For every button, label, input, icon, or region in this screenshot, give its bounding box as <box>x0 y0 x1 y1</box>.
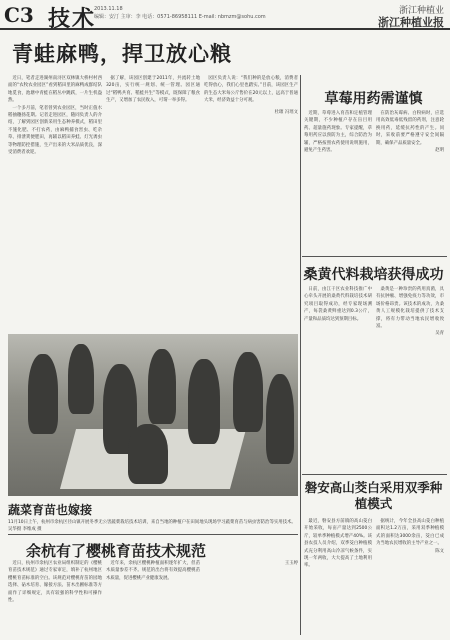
box3-paragraph-2: 据统计，今年全县高山茭白种植面积达1.2万亩，采用双季种植模式的面积达3000余亩，茭白已成为当地农民增收的主导产业之一。 <box>376 519 444 547</box>
box2-byline: 吴青 <box>435 331 444 337</box>
box2-paragraph-2: 桑黄是一种珍贵的药用真菌，具有抗肿瘤、增强免疫力等功效，市场价格昂贵。该技术的成功，为桑黄人工规模化栽培提供了技术支撑，将有力带动当地农民增收致富。 <box>376 287 444 330</box>
article2-col2 <box>106 560 200 638</box>
box2-title: 桑黄代料栽培获得成功 <box>303 267 444 283</box>
box3-col2 <box>376 518 444 636</box>
box1-paragraph-2: 在防治灰霉病、白粉病时，应选用高效低毒低残留的药剂，注意轮换用药，延缓抗药性的产生。同时，采收前要严格遵守安全间隔期，确保产品质量安全。 <box>376 111 444 146</box>
main-paragraph-1: 近日，笔者走进湖州南浔区双林镇大桥村村西面的“农牧农业园区”看到稻田里的麻鸭成群结队地觅食，池塘中青蛙在稻丛中跳跃，一片生机盎然。 <box>8 76 102 104</box>
article2-byline: 王玉婷 <box>284 561 298 566</box>
main-article-col2 <box>106 75 200 330</box>
photo-caption: 11月10日上午，杭州市余杭区径山镇开展冬季无公害蔬菜栽培技术培训，来自当地的种植户在田间地头现场学习蔬菜育苗与病虫害防治等实用技术。 吴华摄 李维成 摄 <box>8 520 296 532</box>
main-article-col3 <box>204 75 298 330</box>
box2-col1 <box>304 286 372 466</box>
box1-paragraph-1: 近期，草莓进入育苗和定植管理关键期，不少种植户存在盲目用药、超量施药现象。专家提醒，草莓用药应以预防为主，综合防治为辅，严格按照农药使用说明施用，避免产生药害。 <box>304 111 372 154</box>
main-byline: 杜璀 冯瑶文 <box>274 109 298 115</box>
main-headline: 青蛙麻鸭，捍卫放心粮 <box>12 42 232 66</box>
box3-col1 <box>304 518 372 636</box>
editor-contact: 编辑：安汀 主审：李 电话：0571-86958111 E-mail: nbmzm@sohu.com <box>94 14 266 20</box>
photo-headline: 蔬菜育苗也嫁接 <box>8 503 93 517</box>
article2-col3 <box>204 560 298 638</box>
box3-byline: 陈文 <box>435 548 444 554</box>
article2-paragraph-1: 近日，杭州市余杭区农业局组织制定的《樱桃育苗技术规范》通过专家审定，填补了杭州地区樱桃育苗标准的空白。该规范对樱桃育苗的园地选择、砧木培育、嫁接方法、苗木出圃标准等方面作了详细规定，具有较强的科学性和可操作性。 <box>8 561 102 604</box>
box1-col1 <box>304 110 372 250</box>
paper-logo: 浙江种植业报 <box>378 16 444 29</box>
main-paragraph-3: 据了解，该园区创建于2011年，共流转土地320亩，实行统一规划、统一管理。园区通过“稻鸭共育、稻蛙共生”等模式，既保障了粮食生产，又增加了农民收入，可谓一举多得。 <box>106 76 200 104</box>
article2-col1 <box>8 560 102 638</box>
box1-title: 草莓用药需谨慎 <box>324 91 423 107</box>
issue-date: 2013.11.18 <box>94 6 123 12</box>
box1-byline: 赵明 <box>435 148 444 154</box>
box1-col2 <box>376 110 444 250</box>
header-meta <box>94 5 266 21</box>
box3-paragraph-1: 最近，磐安县方前镇的高山茭白开始采收，每亩产量达到2500公斤，较单季种植模式增产40%。该县农技人员介绍，双季茭白种植模式充分利用高山冷凉气候条件，实现一年两收，大大提高了土地利用率。 <box>304 519 372 569</box>
page-header <box>0 0 450 30</box>
paper-name: 浙江种植业 <box>398 6 444 16</box>
news-photo <box>8 334 298 496</box>
main-paragraph-4: 园区负责人说：“我们种的是放心粮，消费者吃得放心，我们心里也踏实。”目前，该园区生产的生态大米每公斤售价在20元以上，远高于普通大米，经济效益十分可观。 <box>204 76 298 104</box>
box2-paragraph-1: 日前，由江干区农业科技推广中心牵头开展的桑黄代料栽培技术研究项目取得成功，经专家现场测产，每袋桑黄鲜重达到0.3公斤，产量和品质均达到预期目标。 <box>304 287 372 322</box>
box2-col2 <box>376 286 444 466</box>
box3-title: 磐安高山茭白采用双季种植模式 <box>304 480 443 511</box>
article2-headline: 余杭有了樱桃育苗技术规范 <box>26 542 207 560</box>
main-paragraph-2: 一个多月前，笔者曾到农业园区，当时正值水稻抽穗扬花期。记者走进园区，随同负责人的介绍，了解到园区创新采用生态种养模式，稻田里不施化肥、不打农药，由麻鸭捕食害虫、吃杂草、排泄粪便肥田，再辅以稻田养蛙、灯光诱虫等物理防控措施，生产出来的大米品质优良，深受消费者欢迎。 <box>8 105 102 156</box>
section-title: 技术 <box>48 7 97 32</box>
article2-paragraph-2: 近年来，余杭区樱桃种植面积逐年扩大，但苗木质量参差不齐。规范的出台将有效提高樱桃苗木质量，促进樱桃产业健康发展。 <box>106 561 200 581</box>
main-article-col1 <box>8 75 102 330</box>
section-code: C3 <box>4 3 34 27</box>
